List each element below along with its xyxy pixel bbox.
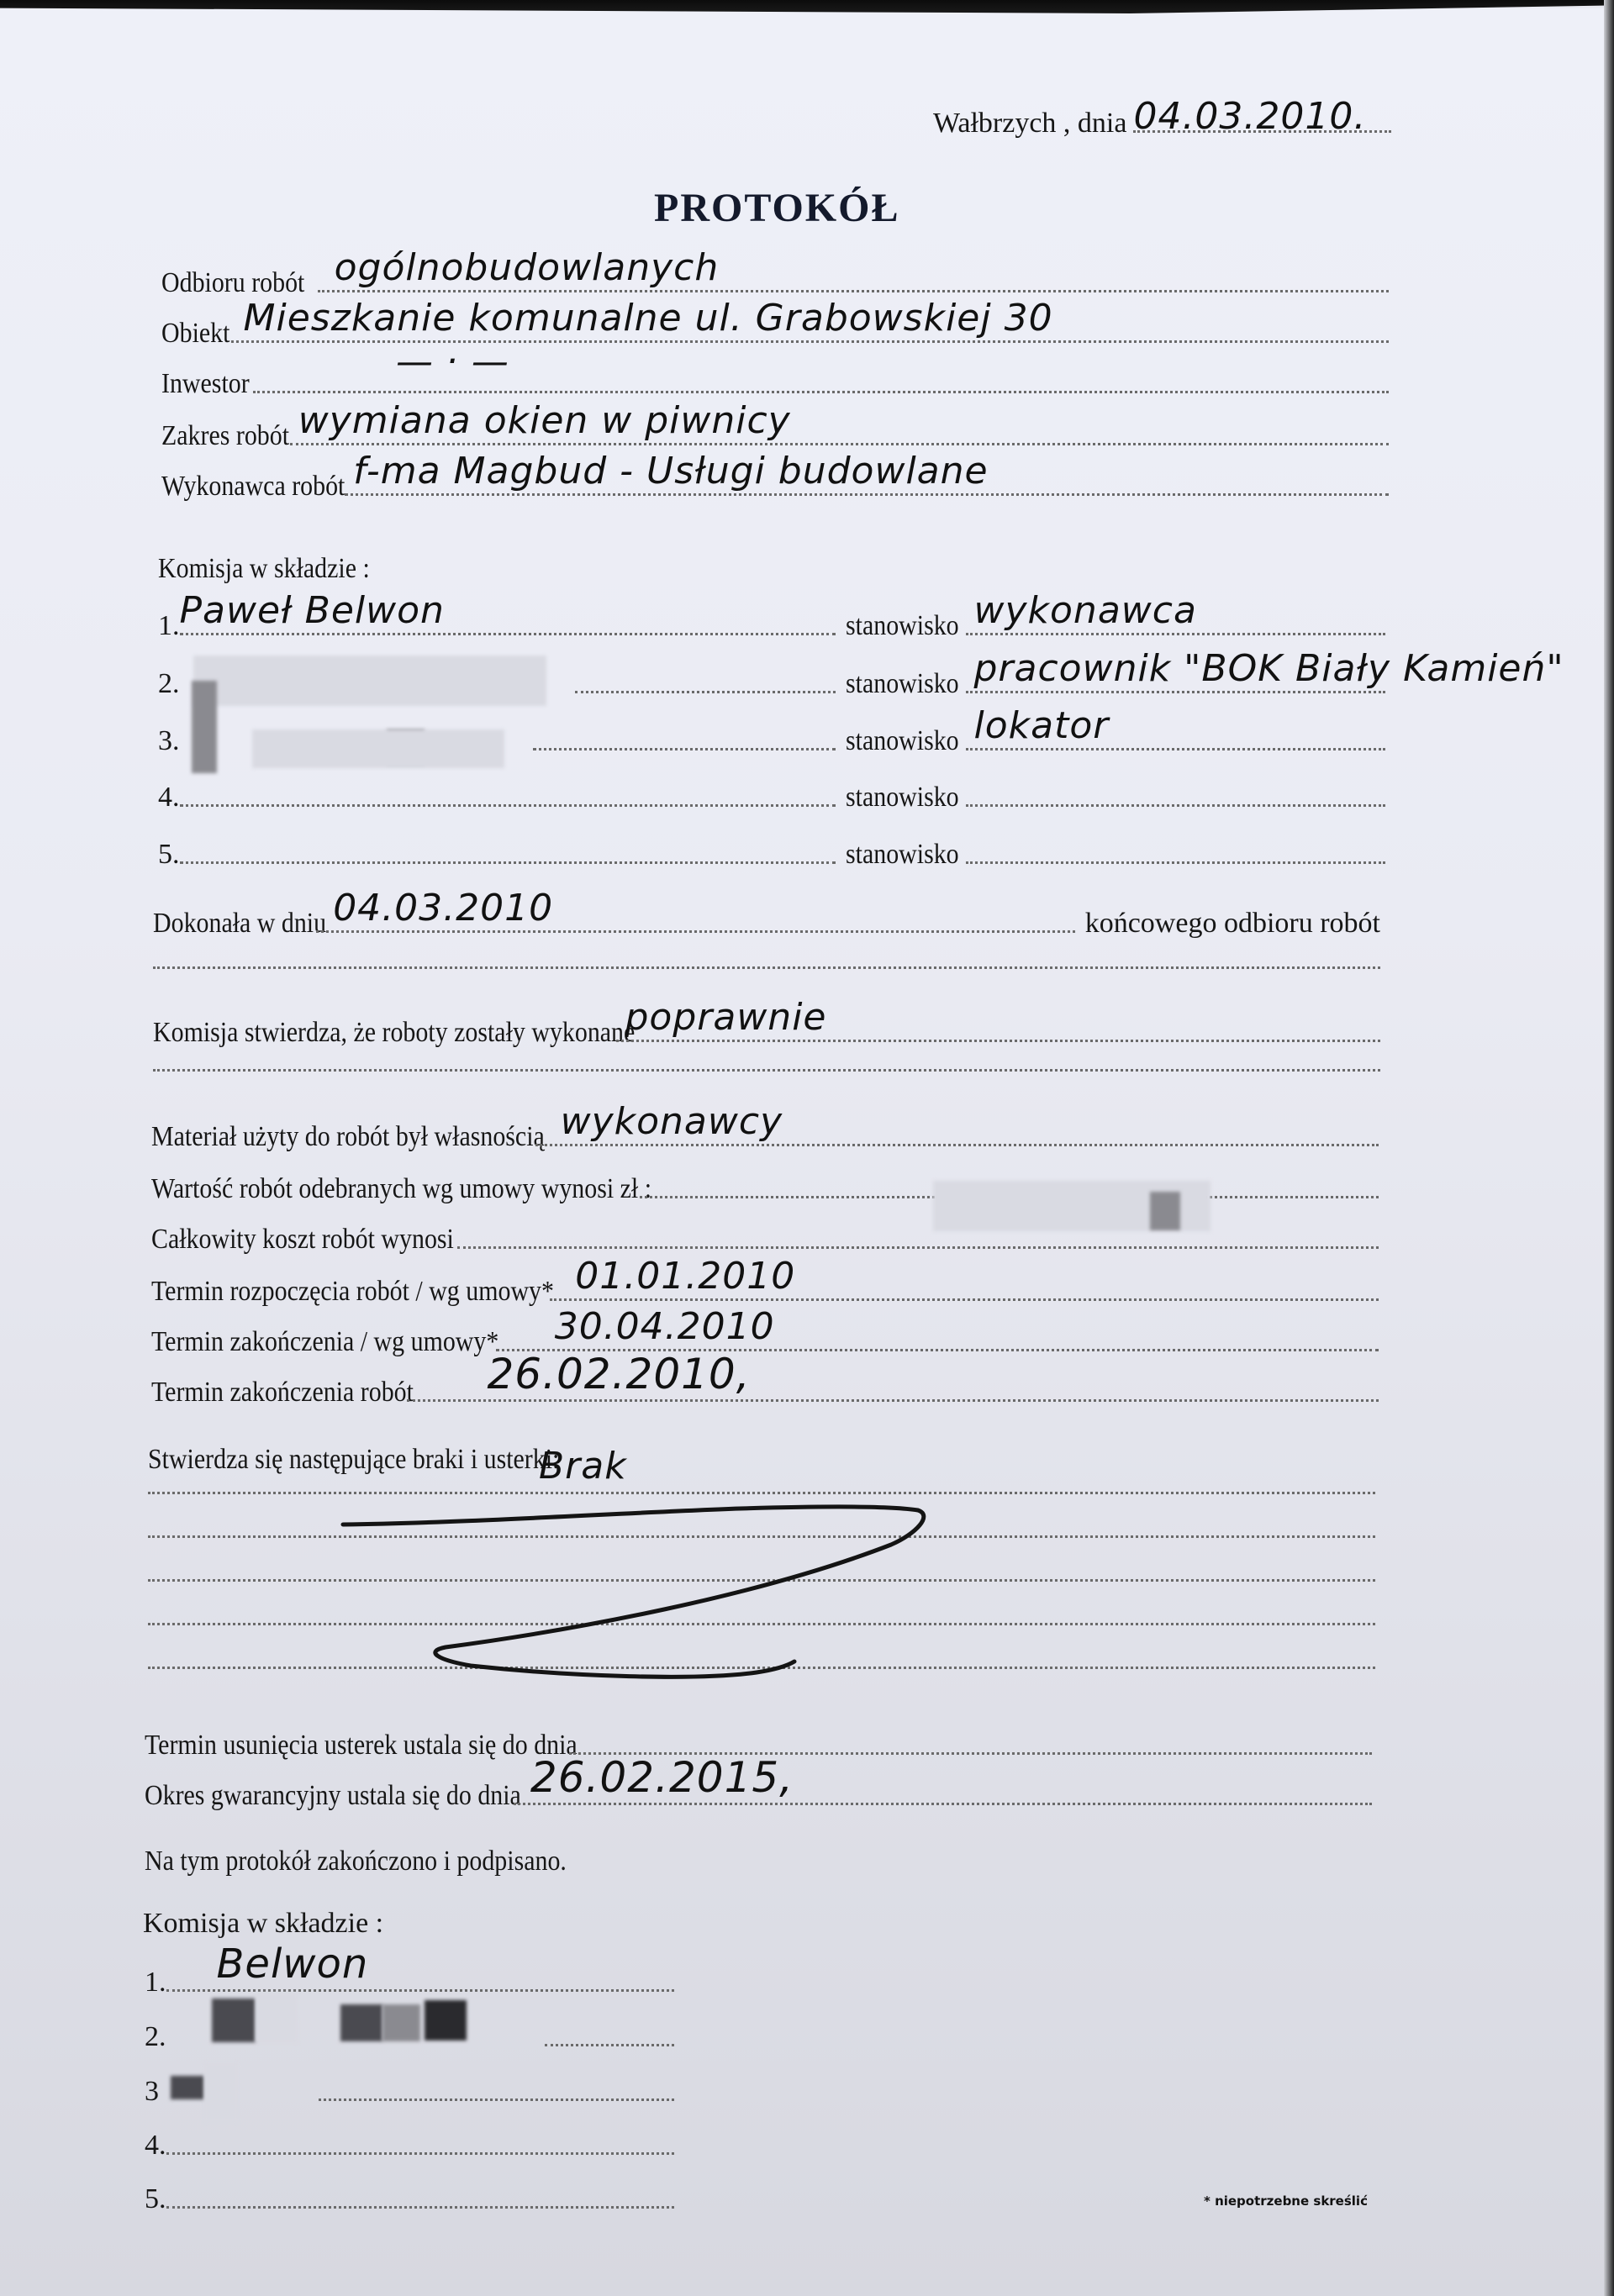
redaction-block xyxy=(382,2004,420,2041)
wartosc-row: Wartość robót odebranych wg umowy wynosi zł : xyxy=(151,1173,1379,1204)
stwierdza-row: Komisja stwierdza, że roboty zostały wykonane poprawnie xyxy=(153,1017,1380,1048)
field-label: Wykonawca robót xyxy=(161,471,345,502)
signature-row-2: 2. xyxy=(145,2021,674,2052)
dokonala-date: 04.03.2010 xyxy=(333,887,554,929)
termin-rozpoczecia-value: 01.01.2010 xyxy=(575,1255,796,1298)
komisja-member-3: 3. stanowisko lokator xyxy=(158,725,1385,756)
redaction-block xyxy=(204,2063,238,2122)
member-name: Paweł Belwon xyxy=(179,589,445,632)
footnote: * niepotrzebne skreślić xyxy=(1204,2193,1368,2209)
termin-zakonczenia-robot-row: Termin zakończenia robót 26.02.2010, xyxy=(151,1377,1379,1408)
redaction-block xyxy=(171,2076,204,2099)
field-label: Odbioru robót xyxy=(161,267,305,298)
signature-1: Belwon xyxy=(216,1940,369,1988)
redaction-block xyxy=(212,1998,256,2042)
position-label: stanowisko xyxy=(845,839,959,870)
dokonala-row: Dokonała w dniu 04.03.2010 końcowego odbioru robót xyxy=(153,887,1380,939)
document-title: PROTOKÓŁ xyxy=(654,186,900,230)
place-date-label: Wałbrzych , dnia xyxy=(933,108,1127,139)
braki-heading: Stwierdza się następujące braki i usterki: xyxy=(148,1444,560,1475)
stwierdza-value: poprawnie xyxy=(625,996,827,1039)
field-value: Mieszkanie komunalne ul. Grabowskiej 30 xyxy=(243,297,1053,340)
signature-row-5: 5. xyxy=(145,2183,674,2214)
komisja-member-2: 2. stanowisko pracownik "BOK Biały Kamień" xyxy=(158,647,1564,699)
termin-usuniecia-row: Termin usunięcia usterek ustala się do dnia xyxy=(145,1730,1372,1761)
signature-row-3: 3 xyxy=(145,2076,674,2107)
member-position: wykonawca xyxy=(973,589,1197,632)
koszt-row: Całkowity koszt robót wynosi xyxy=(151,1224,1379,1255)
termin-zakonczenia-robot-value: 26.02.2010, xyxy=(487,1350,751,1399)
material-value: wykonawcy xyxy=(560,1100,783,1143)
field-label: Obiekt xyxy=(161,318,230,349)
member-position: lokator xyxy=(973,704,1110,747)
gwarancja-value: 26.02.2015, xyxy=(530,1753,794,1803)
redaction-block xyxy=(256,1993,298,2042)
field-value: ogólnobudowlanych xyxy=(334,246,720,289)
position-label: stanowisko xyxy=(845,725,959,756)
signatures-heading: Komisja w składzie : xyxy=(143,1908,384,1939)
komisja-heading: Komisja w składzie : xyxy=(158,553,370,584)
redaction-block xyxy=(425,2000,467,2041)
place-date-value: 04.03.2010. xyxy=(1133,95,1367,138)
gwarancja-row: Okres gwarancyjny ustala się do dnia 26.02.2015, xyxy=(145,1780,1372,1811)
komisja-member-4: 4. stanowisko xyxy=(158,782,1385,813)
member-position: pracownik "BOK Biały Kamień" xyxy=(973,647,1564,690)
position-label: stanowisko xyxy=(845,610,959,641)
komisja-member-1: 1. Paweł Belwon stanowisko wykonawca xyxy=(158,610,1385,641)
field-label: Inwestor xyxy=(161,368,250,399)
termin-zakonczenia-umowy-row: Termin zakończenia / wg umowy* 30.04.2010 xyxy=(151,1326,1379,1357)
position-label: stanowisko xyxy=(845,782,959,813)
termin-zakonczenia-umowy-value: 30.04.2010 xyxy=(554,1305,775,1348)
field-value: — ‧ — xyxy=(395,340,509,383)
signature-row-4: 4. xyxy=(145,2130,674,2161)
field-value: f-ma Magbud - Usługi budowlane xyxy=(353,450,989,492)
position-label: stanowisko xyxy=(845,668,959,699)
signature-row-1: 1. Belwon xyxy=(145,1967,674,1998)
field-value: wymiana okien w piwnicy xyxy=(298,399,791,442)
termin-rozpoczecia-row: Termin rozpoczęcia robót / wg umowy* 01.01.2010 xyxy=(151,1276,1379,1307)
redaction-block xyxy=(340,2004,382,2041)
field-label: Zakres robót xyxy=(161,420,290,451)
komisja-member-5: 5. stanowisko xyxy=(158,839,1385,870)
closing-text: Na tym protokół zakończono i podpisano. xyxy=(145,1846,567,1877)
material-row: Materiał użyty do robót był własnością wykonawcy xyxy=(151,1121,1379,1152)
braki-value: Brak xyxy=(539,1444,627,1488)
